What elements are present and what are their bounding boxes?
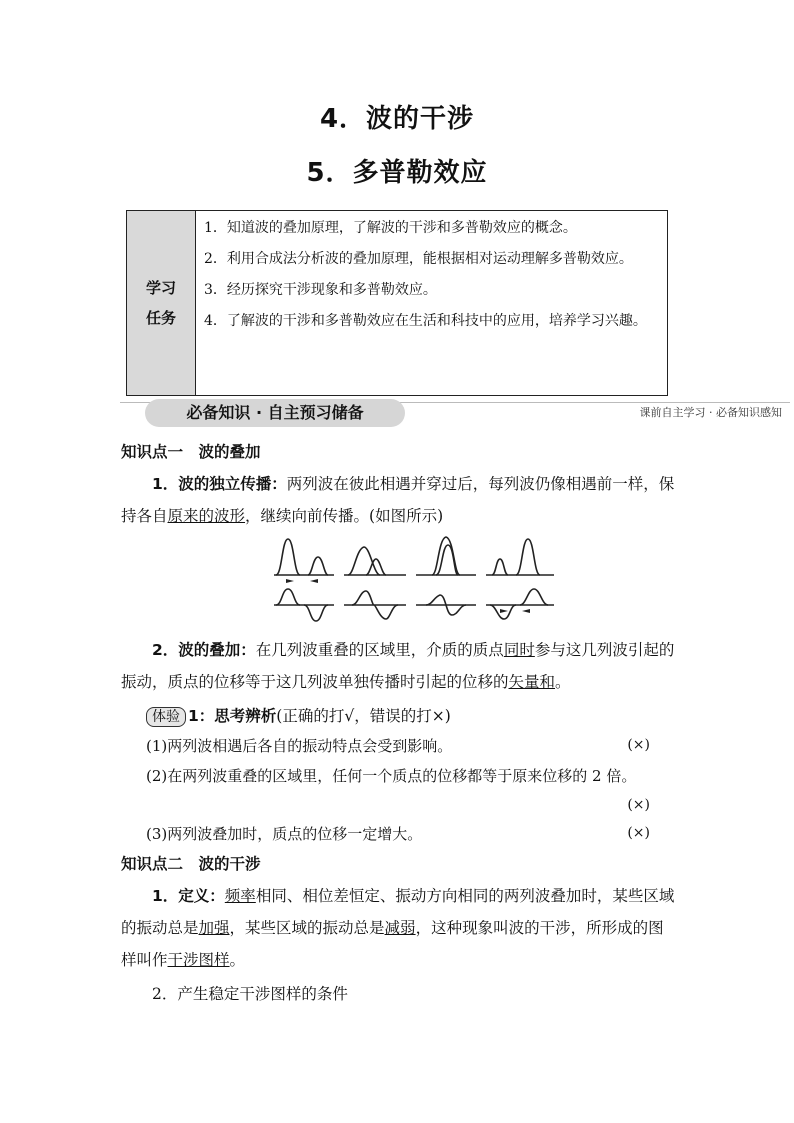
section-title-doppler: 5．多普勒效应 <box>306 158 488 188</box>
knowledge-point-2-heading: 知识点二 波的干涉 <box>121 855 261 873</box>
task-item: 4．了解波的干涉和多普勒效应在生活和科技中的应用，培养学习兴趣。 <box>204 313 647 329</box>
k1-paragraph-1 <box>121 468 675 532</box>
judgement-item-1: (1)两列波相遇后各自的振动特点会受到影响。 <box>146 737 453 755</box>
task-head-line1: 学习 <box>145 279 176 297</box>
underlined-term: 同时 <box>503 641 535 659</box>
underlined-term: 加强 <box>198 919 230 937</box>
task-item: 2．利用合成法分析波的叠加原理，能根据相对运动理解多普勒效应。 <box>204 251 633 267</box>
k2-p1-text-2: ，某些区域的振动总是 <box>229 919 385 937</box>
experience-prompt <box>146 700 666 732</box>
judgement-mark-2: (×) <box>627 797 650 813</box>
underlined-term: 原来的波形 <box>167 507 246 525</box>
experience-tag: 体验 <box>146 707 186 727</box>
k1-p1-text-end: ，继续向前传播。(如图所示) <box>245 507 444 525</box>
k2-p1-text-end: 。 <box>229 951 246 969</box>
k1-p2-lead: 2．波的叠加： <box>152 641 256 659</box>
k1-p2-text: 在几列波重叠的区域里，介质的质点 <box>255 641 504 659</box>
k2-p1-text: 相同、相位差恒定、振动方向相同的两列波叠加时，某些区域的振动总是 <box>121 887 675 937</box>
k1-p1-lead: 1．波的独立传播： <box>152 475 287 493</box>
underlined-term: 减弱 <box>384 919 416 937</box>
task-head-line2: 任务 <box>145 309 176 327</box>
task-table-header <box>127 211 196 395</box>
judgement-mark-3: (×) <box>627 825 650 841</box>
task-item: 1．知道波的叠加原理，了解波的干涉和多普勒效应的概念。 <box>204 220 577 236</box>
underlined-term: 矢量和 <box>508 673 556 691</box>
k2-paragraph-1 <box>121 880 675 976</box>
section-banner: 必备知识 · 自主预习储备 <box>145 399 405 427</box>
knowledge-point-1-heading: 知识点一 波的叠加 <box>121 443 261 461</box>
learning-task-table <box>126 210 668 396</box>
k1-paragraph-2 <box>121 634 675 698</box>
k1-p2-text-end: 。 <box>555 673 571 691</box>
task-item: 3．经历探究干涉现象和多普勒效应。 <box>204 282 437 298</box>
k2-p1-lead: 1．定义： <box>152 887 225 905</box>
section-title-interference: 4．波的干涉 <box>319 104 475 134</box>
task-table-body <box>196 211 667 395</box>
judgement-mark-1: (×) <box>627 737 650 753</box>
underlined-term: 频率 <box>224 887 256 905</box>
k2-p1-text-3: ，这种现象叫波的干涉，所形成的图样叫作 <box>121 919 664 969</box>
k2-paragraph-2: 2．产生稳定干涉图样的条件 <box>152 985 348 1003</box>
underlined-term: 干涉图样 <box>167 951 230 969</box>
banner-subtitle: 课前自主学习 · 必备知识感知 <box>639 406 782 419</box>
wave-superposition-figure <box>270 535 558 625</box>
k1-p1-text: 两列波在彼此相遇并穿过后，每列波仍像相遇前一样，保持各自 <box>121 475 675 525</box>
experience-hint: (正确的打√，错误的打×) <box>276 707 451 725</box>
experience-lead: 1：思考辨析 <box>188 707 277 725</box>
k1-p2-text-mid: 参与这几列波引起的振动，质点的位移等于这几列波单独传播时引起的位移的 <box>121 641 675 691</box>
judgement-item-2: (2)在两列波重叠的区域里，任何一个质点的位移都等于原来位移的 2 倍。 <box>146 767 637 785</box>
judgement-item-3: (3)两列波叠加时，质点的位移一定增大。 <box>146 825 423 843</box>
